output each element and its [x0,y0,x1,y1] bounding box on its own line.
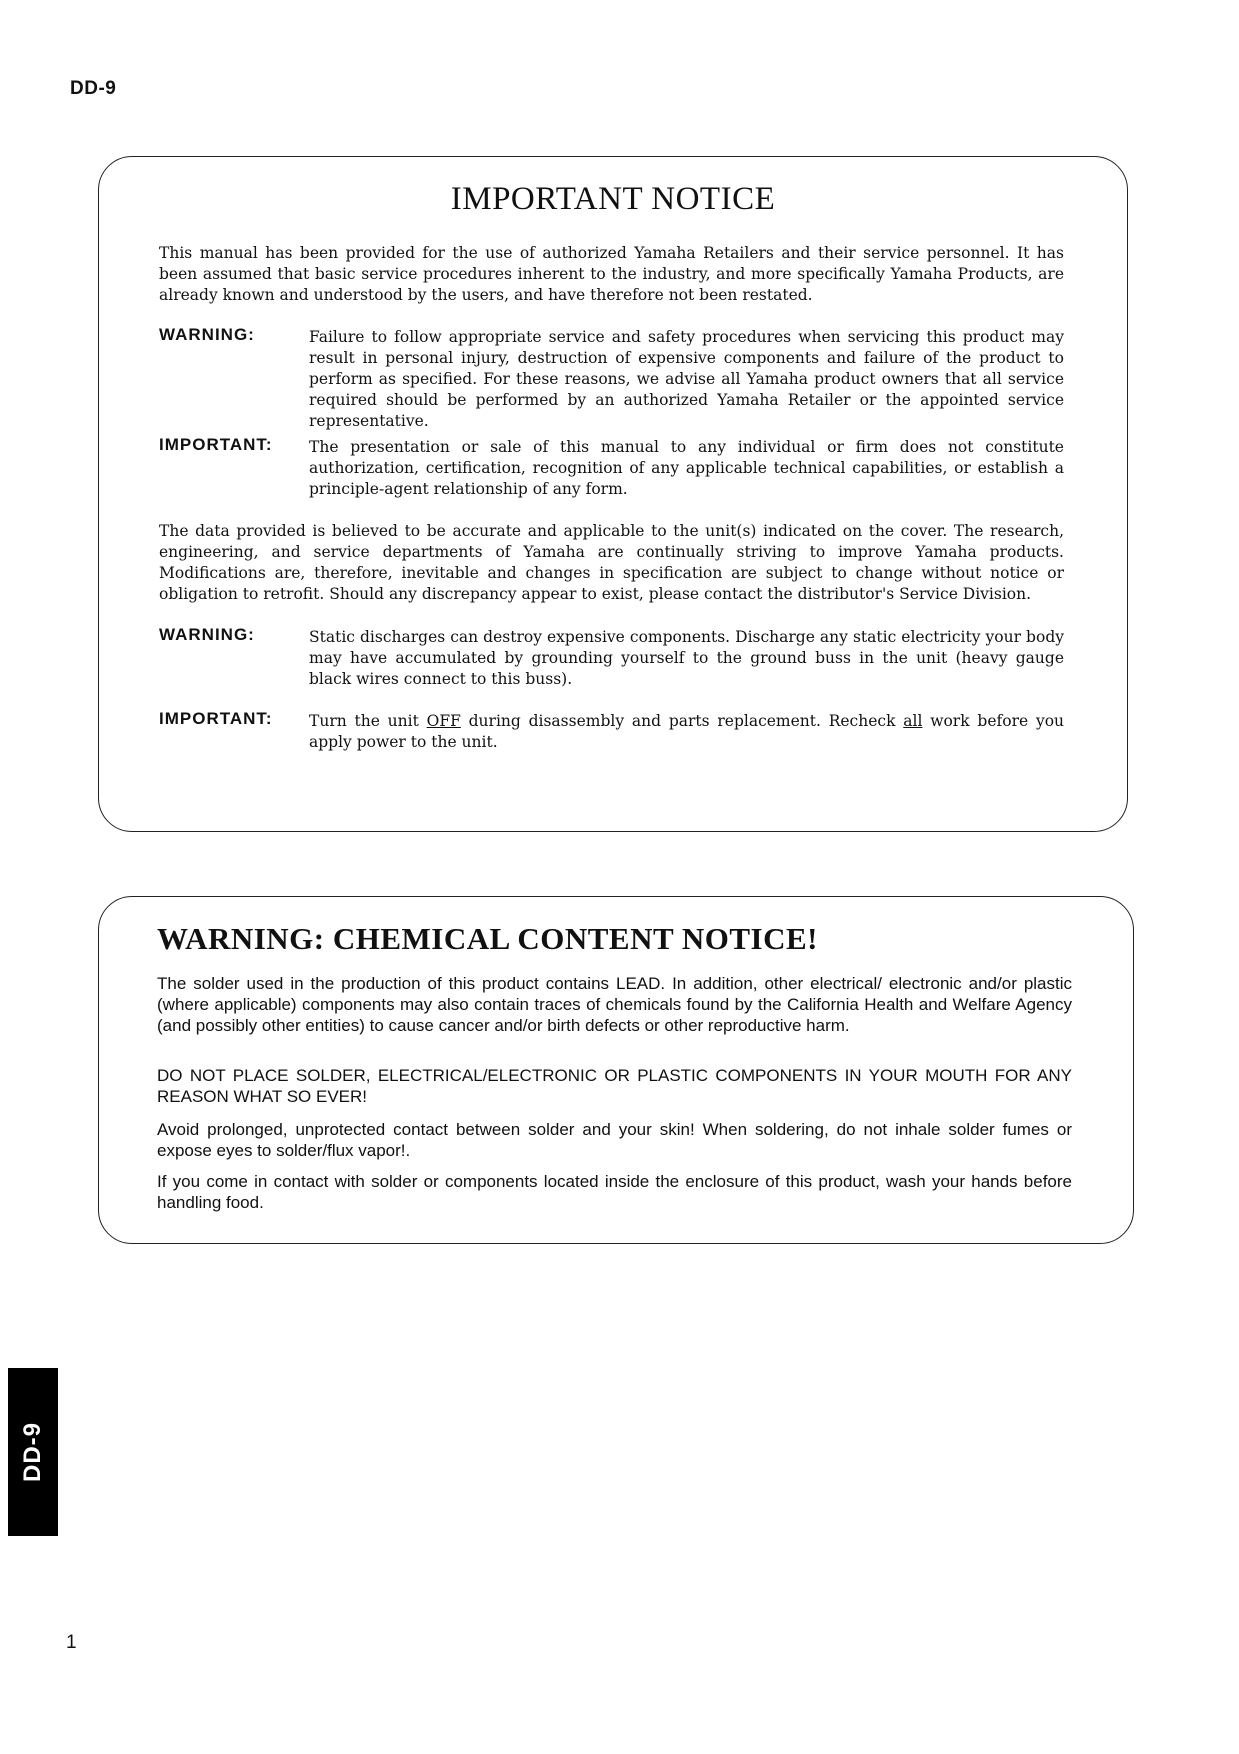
lead-paragraph: The solder used in the production of this product contains LEAD. In addition, other electrical/ electronic and/or plastic (where applicable) components may also contain traces of chemicals found by the California Health and Welfare Agency (and possibly other entities) to cause cancer and/or birth defects or other reproductive harm. [157,974,1072,1035]
wash-hands-paragraph: If you come in contact with solder or components located inside the enclosure of this product, wash your hands before handling food. [157,1172,1072,1212]
warning-text: Failure to follow appropriate service and safety procedures when servicing this product may result in personal injury, destruction of expensive components and failure of the product to perform as specified. For these reasons, we advise all Yamaha product owners that all service required should be performed by an authorized Yamaha Retailer or the appointed service representative. [309,328,1064,430]
model-header: DD-9 [70,78,117,99]
important-notice-box [98,156,1128,832]
power-off-text-part: during disassembly and parts replacement. Recheck [460,712,904,730]
important-label: IMPORTANT: [159,435,273,454]
power-off-text-part: Turn the unit [309,712,427,730]
important-label: IMPORTANT: [159,709,273,728]
skin-warning-paragraph: Avoid prolonged, unprotected contact between solder and your skin! When soldering, do not inhale solder fumes or expose eyes to solder/flux vapor!. [157,1120,1072,1160]
warning-label: WARNING: [159,625,255,644]
important-notice-title: IMPORTANT NOTICE [450,181,776,217]
chemical-notice-title: WARNING: CHEMICAL CONTENT NOTICE! [157,921,818,956]
side-tab-label: DD-9 [19,1421,46,1483]
data-paragraph: The data provided is believed to be accurate and applicable to the unit(s) indicated on the cover. The research, engineering, and service departments of Yamaha are continually striving to improve Yamaha products. Modifications are, therefore, inevitable and changes in specification are subject to change without notice or obligation to retrofit. Should any discrepancy appear to exist, please contact the distributor's Service Division. [159,522,1064,603]
page-number: 1 [66,1632,77,1653]
intro-paragraph: This manual has been provided for the use of authorized Yamaha Retailers and their service personnel. It has been assumed that basic service procedures inherent to the industry, and more specifically Yamaha Products, are already known and understood by the users, and have therefore not been restated. [159,244,1064,304]
warning-label: WARNING: [159,325,255,344]
chemical-notice-box [98,896,1134,1244]
power-off-text [309,711,1064,753]
all-word: all [903,712,923,730]
side-tab [8,1368,58,1536]
off-word: OFF [426,712,461,730]
mouth-warning-paragraph: DO NOT PLACE SOLDER, ELECTRICAL/ELECTRONIC OR PLASTIC COMPONENTS IN YOUR MOUTH FOR ANY REASON WHAT SO EVER! [157,1066,1072,1106]
static-warning-text: Static discharges can destroy expensive components. Discharge any static electricity your body may have accumulated by grounding yourself to the ground buss in the unit (heavy gauge black wires connect to this buss). [309,628,1064,688]
power-off-text-part: work before you apply power to the unit. [309,712,1065,751]
important-text: The presentation or sale of this manual to any individual or firm does not constitute authorization, certification, recognition of any applicable technical capabilities, or establish a principle-agent relationship of any form. [309,438,1064,498]
